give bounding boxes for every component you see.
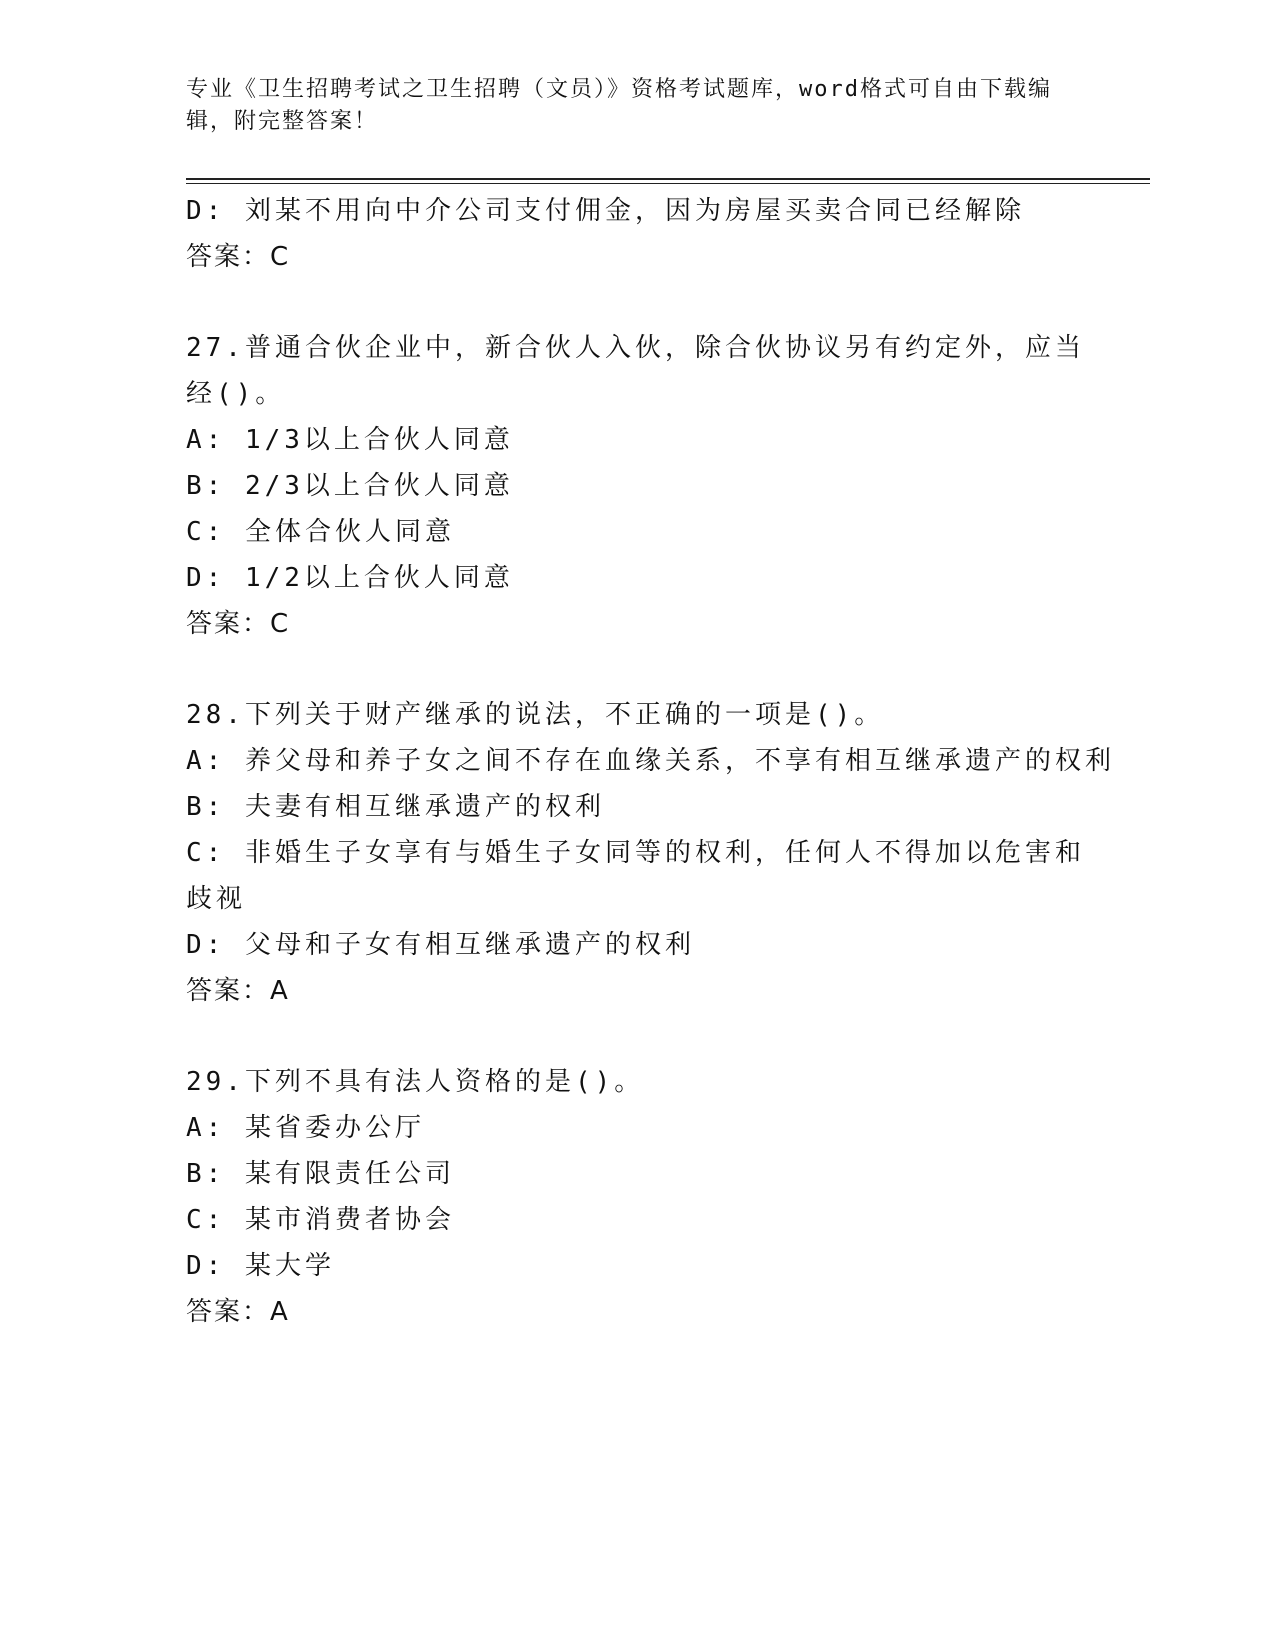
option-b: B: 某有限责任公司 xyxy=(186,1159,455,1189)
option-d: D: 刘某不用向中介公司支付佣金，因为房屋买卖合同已经解除 xyxy=(186,196,1025,226)
option-d: D: 1/2以上合伙人同意 xyxy=(186,563,514,593)
answer-line: 答案：C xyxy=(186,609,291,639)
option-a: A: 1/3以上合伙人同意 xyxy=(186,425,514,455)
answer-line: 答案：C xyxy=(186,242,291,272)
question-carryover xyxy=(186,188,1086,280)
question-27 xyxy=(186,325,1086,647)
option-c: C: 全体合伙人同意 xyxy=(186,517,455,547)
header-rule-thin xyxy=(186,183,1150,184)
option-b: B: 2/3以上合伙人同意 xyxy=(186,471,514,501)
option-c: C: 非婚生子女享有与婚生子女同等的权利，任何人不得加以危害和歧视 xyxy=(186,838,1085,914)
question-stem: 28.下列关于财产继承的说法，不正确的一项是()。 xyxy=(186,700,885,730)
header-rule xyxy=(186,178,1150,180)
question-stem: 27.普通合伙企业中，新合伙人入伙，除合伙协议另有约定外，应当经()。 xyxy=(186,333,1085,409)
option-c: C: 某市消费者协会 xyxy=(186,1205,455,1235)
option-a: A: 养父母和养子女之间不存在血缘关系，不享有相互继承遗产的权利 xyxy=(186,746,1115,776)
answer-line: 答案：A xyxy=(186,1297,290,1327)
question-list xyxy=(186,188,1115,1335)
question-29 xyxy=(186,1059,1086,1335)
option-b: B: 夫妻有相互继承遗产的权利 xyxy=(186,792,605,822)
option-d: D: 某大学 xyxy=(186,1251,335,1281)
question-stem: 29.下列不具有法人资格的是()。 xyxy=(186,1067,645,1097)
option-d: D: 父母和子女有相互继承遗产的权利 xyxy=(186,930,695,960)
answer-line: 答案：A xyxy=(186,976,290,1006)
page-header: 专业《卫生招聘考试之卫生招聘（文员）》资格考试题库，word格式可自由下载编辑，附完整答案！ xyxy=(186,77,1052,134)
option-a: A: 某省委办公厅 xyxy=(186,1113,425,1143)
question-28 xyxy=(186,692,1115,1014)
